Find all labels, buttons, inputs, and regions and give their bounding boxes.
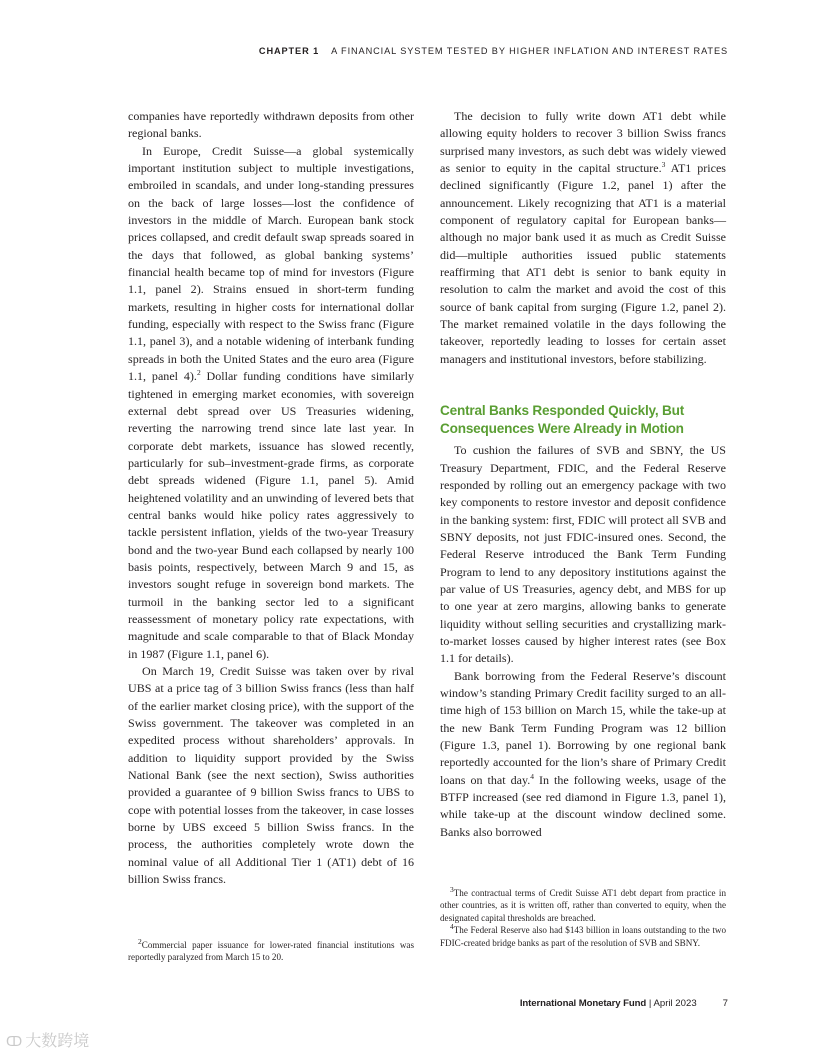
paragraph: companies have reportedly withdrawn deposits from other regional banks. [128, 109, 414, 141]
paragraph: To cushion the failures of SVB and SBNY, the US Treasury Department, FDIC, and the Federal Reserve responded by rolling out an emergency package with two key components to restore investor and deposit confidence in the banking system: first, FDIC will protect all SVB and SBNY deposits, not just FDIC-insured ones. Second, the Federal Reserve introduced the Bank Term Funding Program to lend to any depository institutions against the par value of US Treasuries, agency debt, and MBS for up to one year at zero margins, allowing banks to generate liquidity without selling securities and crystallizing mark-to-market losses caused by higher interest rates (see Box 1.1 for details). [440, 443, 726, 666]
footnote-number: 3 [450, 884, 454, 894]
left-column [128, 108, 414, 888]
paragraph [440, 108, 726, 368]
chapter-title: A FINANCIAL SYSTEM TESTED BY HIGHER INFLATION AND INTEREST RATES [331, 46, 728, 56]
footnote-ref: 3 [661, 160, 666, 170]
footnote [128, 936, 414, 964]
footnote-number: 4 [450, 922, 454, 932]
footer-separator: | [646, 998, 654, 1009]
footnote-ref: 4 [530, 771, 534, 781]
footnote-number: 2 [138, 936, 142, 946]
footnotes-right [440, 884, 726, 949]
watermark-text: 大数跨境 [25, 1031, 90, 1050]
footnote [440, 884, 726, 924]
paragraph-text: In the following weeks, usage of the BTFP increased (see red diamond in Figure 1.3, panel 1), while take-up at the discount window declined some. Banks also borrowed [440, 772, 726, 839]
section-heading [440, 402, 726, 438]
section-heading-line: Central Banks Responded Quickly, But [440, 403, 685, 419]
paragraph [128, 143, 414, 663]
footnote-text: The contractual terms of Credit Suisse AT1 debt depart from practice in other countries, as it is written off, rather than converted to equity, when the designated capital thresholds are breached. [440, 888, 726, 923]
paragraph [440, 668, 726, 841]
footnote [440, 924, 726, 949]
paragraph-text: Bank borrowing from the Federal Reserve’s discount window’s standing Primary Credit facility surged to an all-time high of 153 billion on March 15, while the take-up at the new Bank Term Funding Program was 12 billion (Figure 1.3, panel 1). Borrowing by one regional bank reportedly accounted for the lion’s share of Primary Credit loans on that day. [440, 668, 726, 787]
paragraph-text: Dollar funding conditions have similarly tightened in emerging market economies, with sovereign external debt spread over US Treasuries widening, reverting the narrowing trend since late last year. In corporate debt markets, issuance has slowed recently, particularly for sub–investment-grade firms, as corporate debt spreads widened (Figure 1.1, panel 5). Amid heightened volatility and an unwinding of levered bets that central banks would hike policy rates aggressively to tackle persistent inflation, yields of the two-year Treasury bond and the two-year Bund each collapsed by nearly 100 basis points, respectively, between March 9 and 15, as investors sought refuge in sovereign bond markets. The turmoil in the banking sector led to a significant reassessment of monetary policy rate expectations, with magnitude and scale comparable to that of Black Monday in 1987 (Figure 1.1, panel 6). [128, 369, 415, 661]
paragraph-text: In Europe, Credit Suisse—a global systemically important institution subject to multiple investigations, embroiled in scandals, and under long-standing pressures on the back of large losses—lost the confidence of investors in the middle of March. European bank stock prices collapsed, and credit default swap spreads soared in the days that followed, as global banking systems’ financial health became top of mind for investors (Figure 1.1, panel 2). Strains ensued in short-term funding markets, resulting in higher costs for international dollar funding, especially with respect to the Swiss franc (Figure 1.1, panel 3), and a notable widening of interbank funding spreads in both the United States and the euro area (Figure 1.1, panel 4). [128, 143, 414, 384]
footnotes-left [128, 936, 414, 964]
footnote-text: Commercial paper issuance for lower-rated financial institutions was reportedly paralyzed from March 15 to 20. [128, 940, 414, 963]
paragraph: On March 19, Credit Suisse was taken over by rival UBS at a price tag of 3 billion Swiss francs (less than half of the earlier market closing price), with the support of the Swiss government. The takeover was completed in an expedited process without shareholders’ approvals. In addition to liquidity support provided by the Swiss National Bank (see the next section), Swiss authorities provided a guarantee of 9 billion Swiss francs to UBS to cope with potential losses from the takeover, in case losses borne by UBS exceed 5 billion Swiss francs. In the process, the authorities completely wrote down the nominal value of all Additional Tier 1 (AT1) debt of 16 billion Swiss francs. [128, 664, 414, 887]
footer-organization: International Monetary Fund [519, 998, 647, 1009]
paragraph-text: AT1 prices declined significantly (Figure 1.2, panel 1) after the announcement. Likely recognizing that AT1 is a material component of regulatory capital for European banks—although no major bank used it as much as Credit Suisse did—multiple authorities issued public statements reaffirming that AT1 debt is senior to bank equity in resolution to calm the market and avoid the cost of this source of bank capital from surging (Figure 1.2, panel 2). The market remained volatile in the days following the takeover, reportedly leading to losses for certain asset managers and institutional investors, before stabilizing. [440, 161, 726, 366]
paragraph-text: The decision to fully write down AT1 debt while allowing equity holders to recover 3 billion Swiss francs surprised many investors, as such debt was widely viewed as senior to equity in the capital structure. [440, 109, 726, 176]
running-head [259, 46, 728, 56]
page-number: 7 [722, 998, 728, 1009]
right-column [440, 108, 726, 841]
section-heading-line: Consequences Were Already in Motion [440, 421, 684, 437]
watermark [6, 1028, 89, 1051]
footnote-ref: 2 [196, 368, 201, 378]
footer-date: April 2023 [653, 998, 697, 1009]
footnote-text: The Federal Reserve also had $143 billion in loans outstanding to the two FDIC-created bridge banks as part of the resolution of SVB and SBNY. [440, 925, 726, 948]
chapter-label: CHAPTER 1 [258, 46, 320, 56]
page-footer [520, 998, 728, 1009]
watermark-logo-icon: ↀ [6, 1035, 23, 1050]
